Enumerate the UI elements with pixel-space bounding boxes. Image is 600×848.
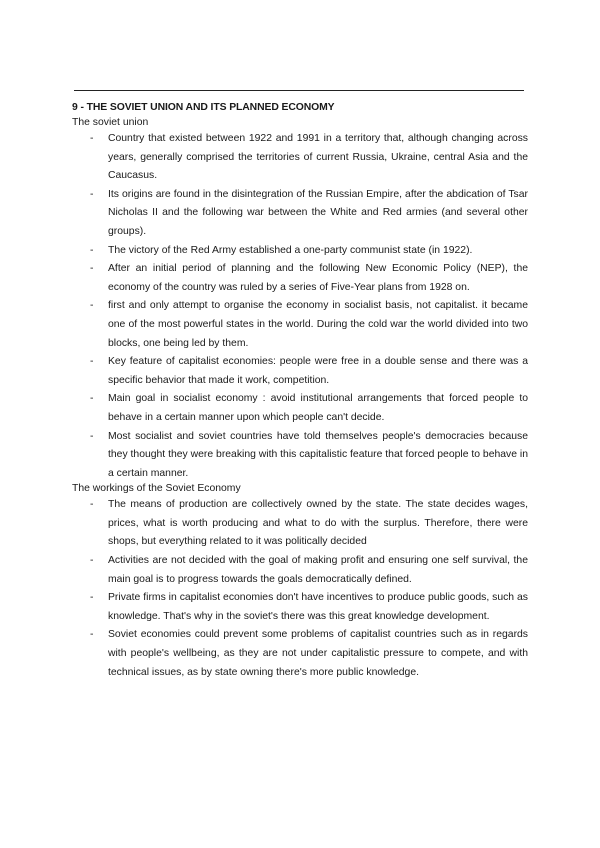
document-page bbox=[72, 90, 528, 682]
bullet-dash: - bbox=[90, 263, 94, 275]
bullet-dash: - bbox=[90, 393, 94, 405]
bullet-dash: - bbox=[90, 629, 94, 641]
bullet-dash: - bbox=[90, 555, 94, 567]
list-item-text: Its origins are found in the disintegration of the Russian Empire, after the abdication of Tsar Nicholas II and the following war between the White and Red armies (and several other groups). bbox=[108, 188, 528, 237]
list-item bbox=[72, 626, 528, 682]
section-heading: The workings of the Soviet Economy bbox=[72, 483, 241, 495]
list-item-text: Soviet economies could prevent some problems of capitalist countries such as in regards with people's wellbeing, as they are not under capitalistic pressure to compete, and with technical issues, as by state owning there's more public knowledge. bbox=[108, 629, 528, 678]
list-item bbox=[72, 390, 528, 427]
list-item bbox=[72, 297, 528, 353]
bullet-dash: - bbox=[90, 244, 94, 256]
list-item-text: Most socialist and soviet countries have told themselves people's democracies because they thought they were breaking with this capitalistic feature that forced people to behave in a certain manner. bbox=[108, 430, 528, 479]
list-item-text: The victory of the Red Army established a one-party communist state (in 1922). bbox=[108, 244, 473, 256]
bullet-dash: - bbox=[90, 430, 94, 442]
list-item bbox=[72, 428, 528, 484]
bullet-dash: - bbox=[90, 300, 94, 312]
list-item-text: The means of production are collectively owned by the state. The state decides wages, prices, what is worth producing and what to do with the surplus. Therefore, there were shops, but everything related to it was politically decided bbox=[108, 499, 528, 548]
list-item bbox=[72, 186, 528, 242]
list-item-text: Private firms in capitalist economies don't have incentives to produce public goods, such as knowledge. That's why in the soviet's there was this great knowledge development. bbox=[108, 592, 528, 622]
list-item bbox=[72, 496, 528, 552]
list-item-text: first and only attempt to organise the economy in socialist basis, not capitalist. it became one of the most powerful states in the world. During the cold war the world divided into two blocks, one being led by them. bbox=[108, 300, 528, 349]
list-item-text: Country that existed between 1922 and 1991 in a territory that, although changing across years, generally comprised the territories of current Russia, Ukraine, central Asia and the Caucasus. bbox=[108, 133, 528, 182]
section-soviet-economy bbox=[72, 483, 528, 682]
bullet-dash: - bbox=[90, 499, 94, 511]
list-item bbox=[72, 353, 528, 390]
list-item bbox=[72, 589, 528, 626]
list-item bbox=[72, 552, 528, 589]
list-item-text: Key feature of capitalist economies: people were free in a double sense and there was a specific behavior that made it work, competition. bbox=[108, 356, 528, 386]
bullet-list bbox=[72, 130, 528, 483]
list-item-text: Main goal in socialist economy : avoid institutional arrangements that forced people to behave in a certain manner upon which people can't decide. bbox=[108, 393, 528, 423]
bullet-dash: - bbox=[90, 188, 94, 200]
list-item-text: Activities are not decided with the goal of making profit and ensuring one self survival, the main goal is to progress towards the goals democratically defined. bbox=[108, 555, 528, 585]
bullet-list bbox=[72, 496, 528, 682]
list-item-text: After an initial period of planning and the following New Economic Policy (NEP), the economy of the country was ruled by a series of Five-Year plans from 1928 on. bbox=[108, 263, 528, 293]
section-soviet-union bbox=[72, 117, 528, 483]
bullet-dash: - bbox=[90, 592, 94, 604]
list-item bbox=[72, 260, 528, 297]
header-rule bbox=[74, 90, 524, 91]
page-title: 9 - THE SOVIET UNION AND ITS PLANNED ECONOMY bbox=[72, 102, 335, 113]
bullet-dash: - bbox=[90, 133, 94, 144]
list-item bbox=[72, 242, 528, 261]
bullet-dash: - bbox=[90, 356, 94, 368]
section-heading: The soviet union bbox=[72, 117, 149, 128]
list-item bbox=[72, 130, 528, 186]
